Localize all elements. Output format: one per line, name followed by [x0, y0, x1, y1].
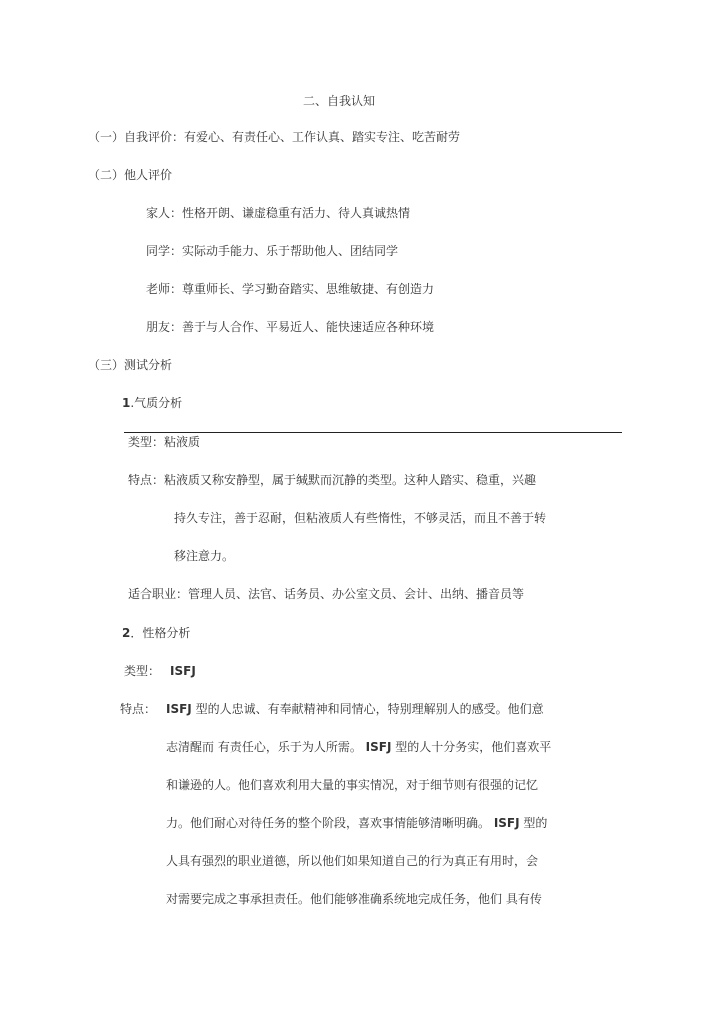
- personality-traits-line-2: [166, 739, 551, 755]
- page-title: 二、自我认知: [303, 94, 376, 108]
- self-evaluation: （一）自我评价：有爱心、有责任心、工作认真、踏实专注、吃苦耐劳: [88, 130, 461, 144]
- personality-number: 2: [122, 626, 131, 640]
- isfj-term: ISFJ: [493, 816, 520, 830]
- temperament-heading-text: .气质分析: [130, 396, 183, 410]
- personality-traits-line-5: 人具有强烈的职业道德，所以他们如果知道自己的行为真正有用时，会: [166, 854, 539, 868]
- personality-type-label: 类型：: [124, 664, 161, 678]
- eval-classmates: 同学：实际动手能力、乐于帮助他人、团结同学: [146, 244, 399, 258]
- divider-line: [124, 432, 622, 433]
- isfj-term: ISFJ: [365, 740, 392, 754]
- temperament-type: 类型：粘液质: [128, 435, 201, 449]
- test-analysis-heading: （三）测试分析: [88, 358, 173, 372]
- personality-traits-line-3: 和谦逊的人。他们喜欢利用大量的事实情况，对于细节则有很强的记忆: [166, 778, 539, 792]
- others-evaluation-heading: （二）他人评价: [88, 168, 173, 182]
- temperament-traits-line-3: 移注意力。: [174, 549, 235, 563]
- personality-heading-text: ．性格分析: [130, 626, 191, 640]
- temperament-heading: [122, 395, 182, 411]
- traits-text: 力。他们耐心对待任务的整个阶段，喜欢事情能够清晰明确。: [166, 816, 494, 830]
- traits-text: 型的人忠诚、有奉献精神和同情心，特别理解别人的感受。他们意: [191, 702, 544, 716]
- personality-traits-line-6: 对需要完成之事承担责任。他们能够准确系统地完成任务，他们 具有传: [166, 892, 542, 906]
- personality-traits-line-4: [166, 815, 547, 831]
- traits-text: 型的: [519, 816, 548, 830]
- personality-type: [124, 663, 196, 679]
- eval-friends: 朋友：善于与人合作、平易近人、能快速适应各种环境: [146, 320, 435, 334]
- temperament-number: 1: [122, 396, 131, 410]
- traits-text: 型的人十分务实，他们喜欢平: [391, 740, 552, 754]
- suitable-careers: 适合职业：管理人员、法官、话务员、办公室文员、会计、出纳、播音员等: [128, 587, 525, 601]
- personality-type-value: ISFJ: [170, 664, 196, 678]
- temperament-traits-line-1: 特点：粘液质又称安静型，属于缄默而沉静的类型。这种人踏实、稳重，兴趣: [128, 473, 537, 487]
- temperament-traits-line-2: 持久专注，善于忍耐，但粘液质人有些惰性，不够灵活，而且不善于转: [174, 511, 547, 525]
- personality-heading: [122, 625, 190, 641]
- personality-traits-line-1: [166, 701, 544, 717]
- eval-teachers: 老师：尊重师长、学习勤奋踏实、思维敏捷、有创造力: [146, 282, 435, 296]
- personality-traits-label: 特点：: [120, 702, 157, 716]
- eval-family: 家人：性格开朗、谦虚稳重有活力、待人真诚热情: [146, 206, 411, 220]
- traits-text: 志清醒而 有责任心，乐于为人所需。: [166, 740, 366, 754]
- isfj-term: ISFJ: [166, 702, 192, 716]
